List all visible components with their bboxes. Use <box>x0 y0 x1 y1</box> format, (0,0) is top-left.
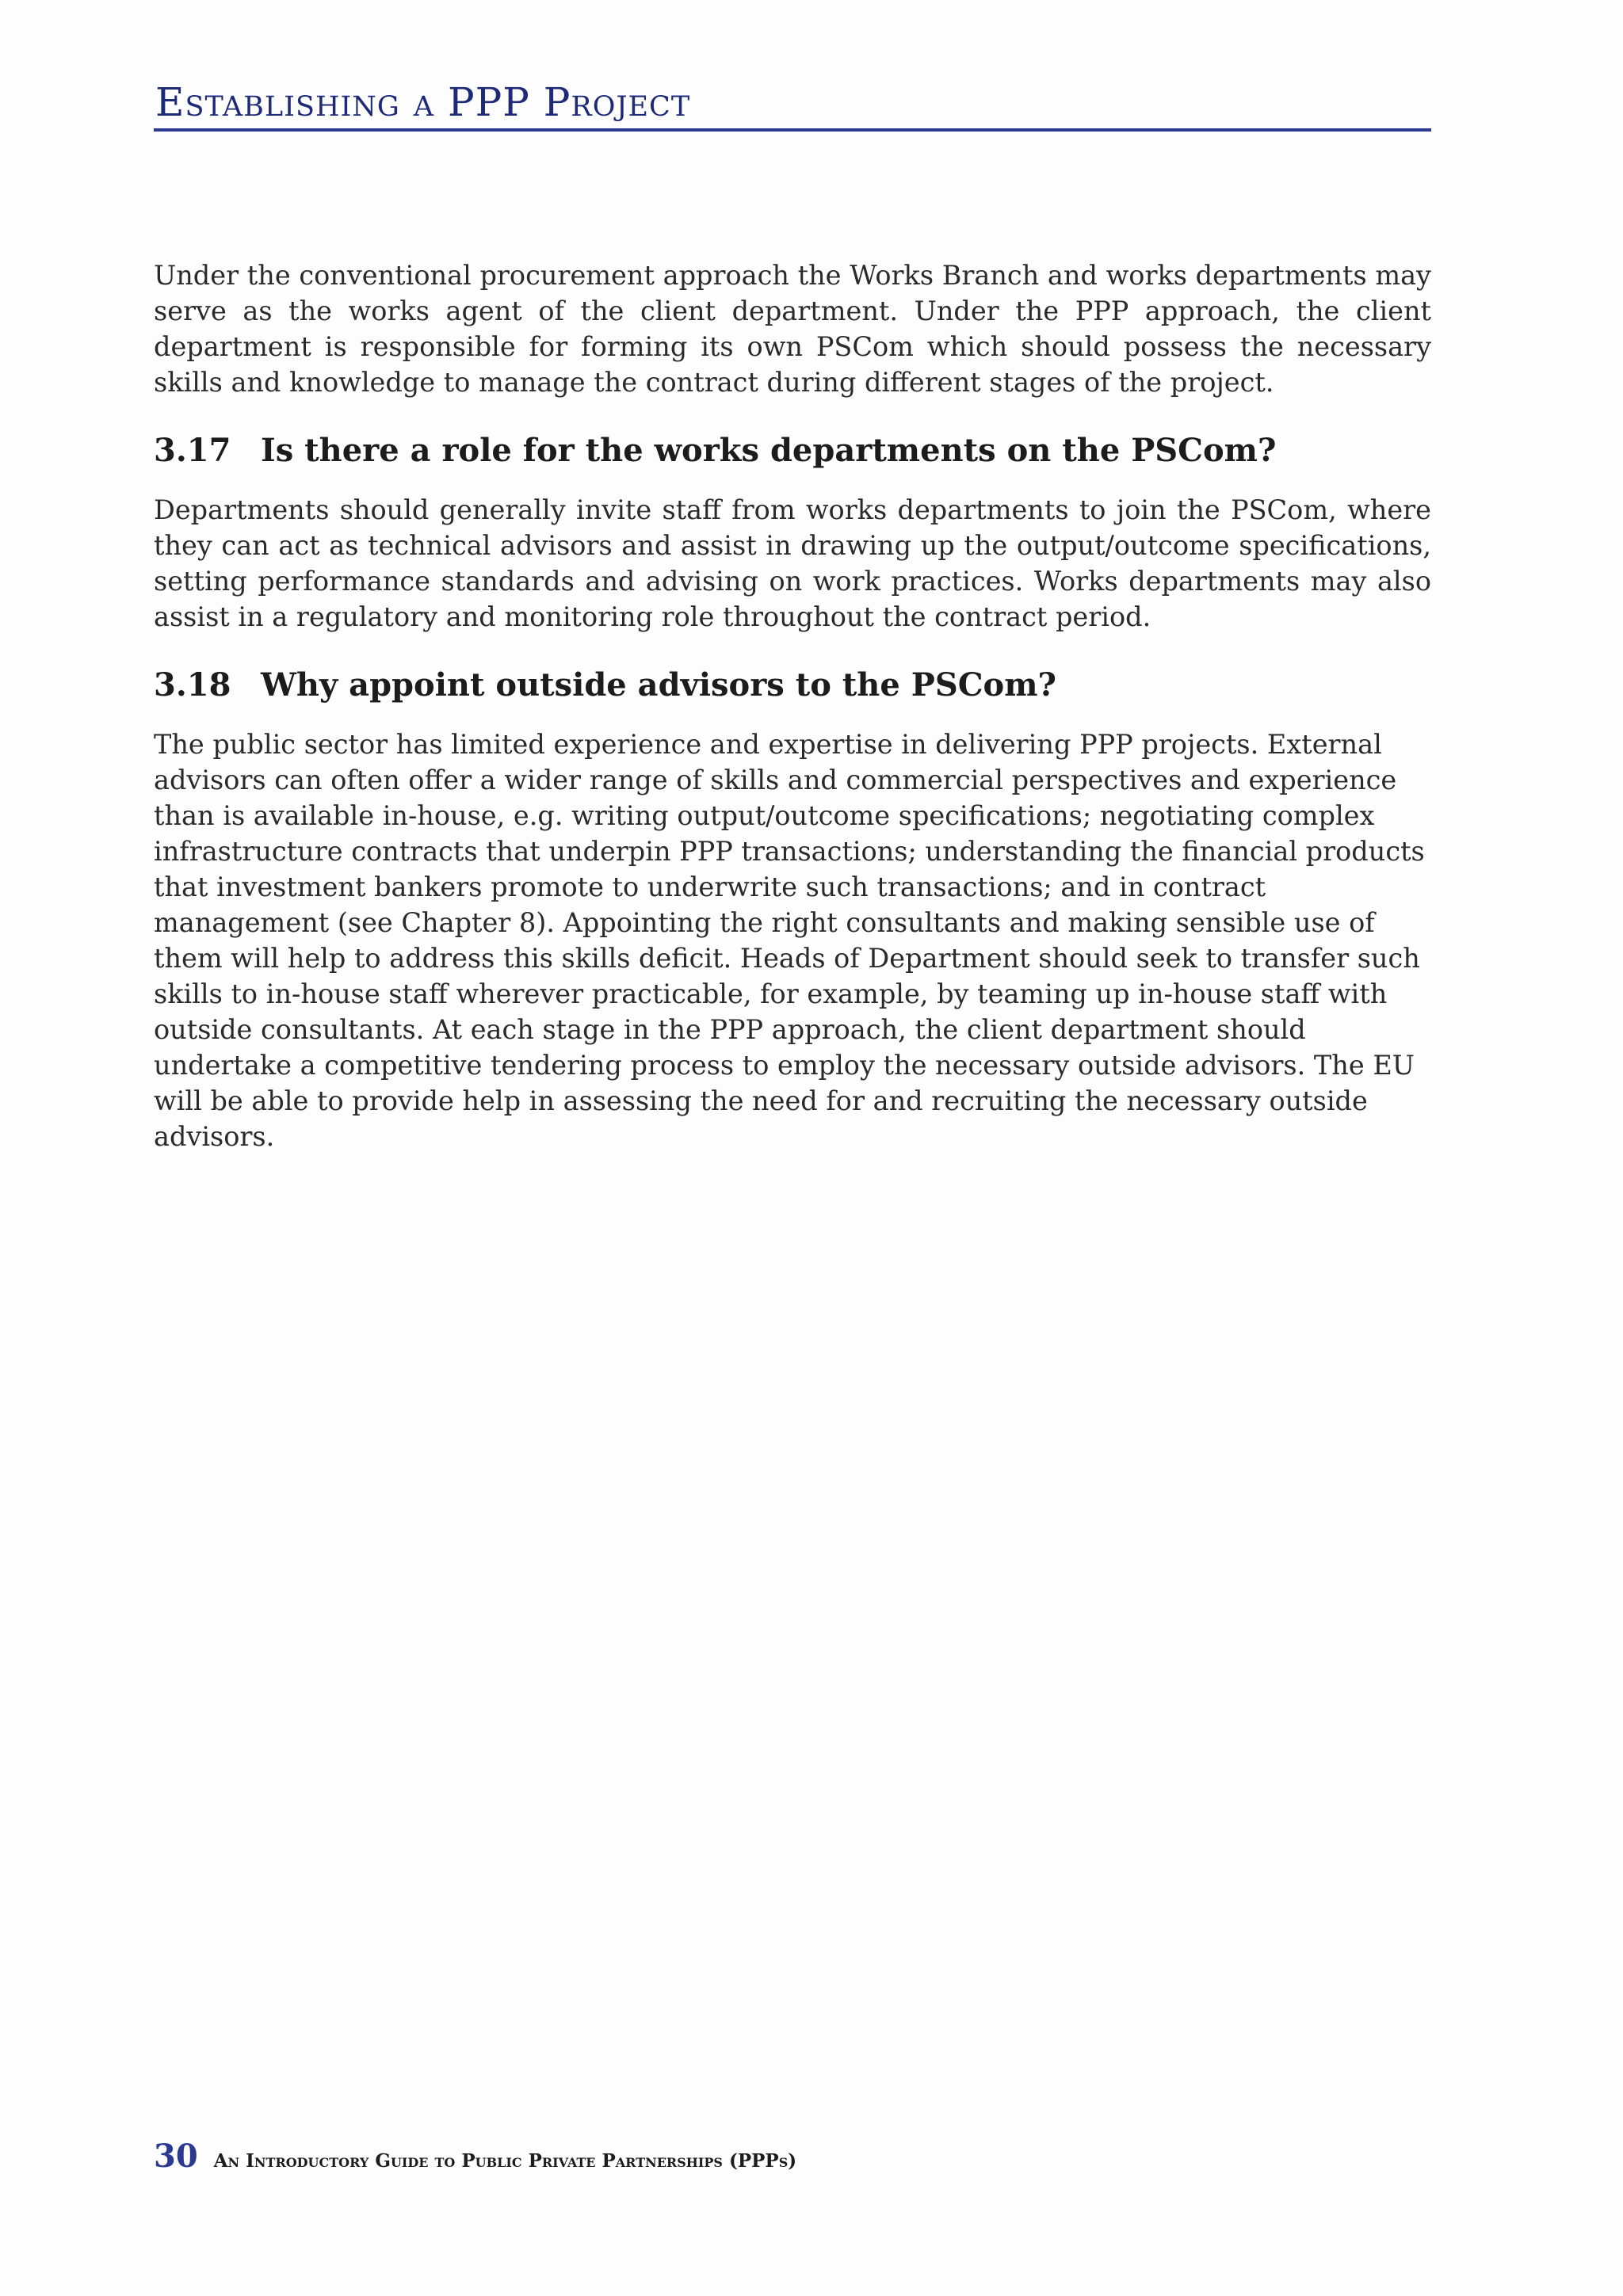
intro-paragraph: Under the conventional procurement approach the Works Branch and works departments may serve as the works agent of the client department. Under the PPP approach, the client department is responsible for forming its own PSCom which should possess the necessary skills and knowledge to manage the contract during different stages of the project. <box>154 260 1431 398</box>
section-3-18 <box>154 665 1431 1154</box>
section-number: 3.17 <box>154 432 231 469</box>
section-heading <box>154 430 1431 471</box>
section-title: Is there a role for the works departments on the PSCom? <box>261 432 1277 469</box>
page-footer <box>154 2139 796 2179</box>
main-content <box>154 257 1431 1154</box>
section-3-17 <box>154 430 1431 635</box>
page-header <box>154 81 1431 132</box>
section-number: 3.18 <box>154 666 231 704</box>
section-heading <box>154 665 1431 706</box>
section-body: Departments should generally invite staff from works departments to join the PSCom, where they can act as technical advisors and assist in drawing up the output/outcome specifications, setting performance standards and advising on work practices. Works departments may also assist in a regulatory and monitoring role throughout the contract period. <box>154 494 1431 632</box>
running-head-title: Establishing a PPP Project <box>155 79 691 125</box>
section-body: The public sector has limited experience and expertise in delivering PPP projects. External advisors can often offer a wider range of skills and commercial perspectives and experience than is available in-house, e.g. writing output/outcome specifications; negotiating complex infrastructure contracts that underpin PPP transactions; understanding the financial products that investment bankers promote to underwrite such transactions; and in contract management (see Chapter 8). Appointing the right consultants and making sensible use of them will help to address this skills deficit. Heads of Department should seek to transfer such skills to in-house staff wherever practicable, for example, by teaming up in-house staff with outside consultants. At each stage in the PPP approach, the client department should undertake a competitive tendering process to employ the necessary outside advisors. The EU will be able to provide help in assessing the need for and recruiting the necessary outside advisors. <box>154 729 1425 1152</box>
section-title: Why appoint outside advisors to the PSCom? <box>261 666 1056 704</box>
page-number: 30 <box>154 2138 198 2175</box>
publication-title: An Introductory Guide to Public Private Partnerships (PPPs) <box>213 2150 797 2172</box>
